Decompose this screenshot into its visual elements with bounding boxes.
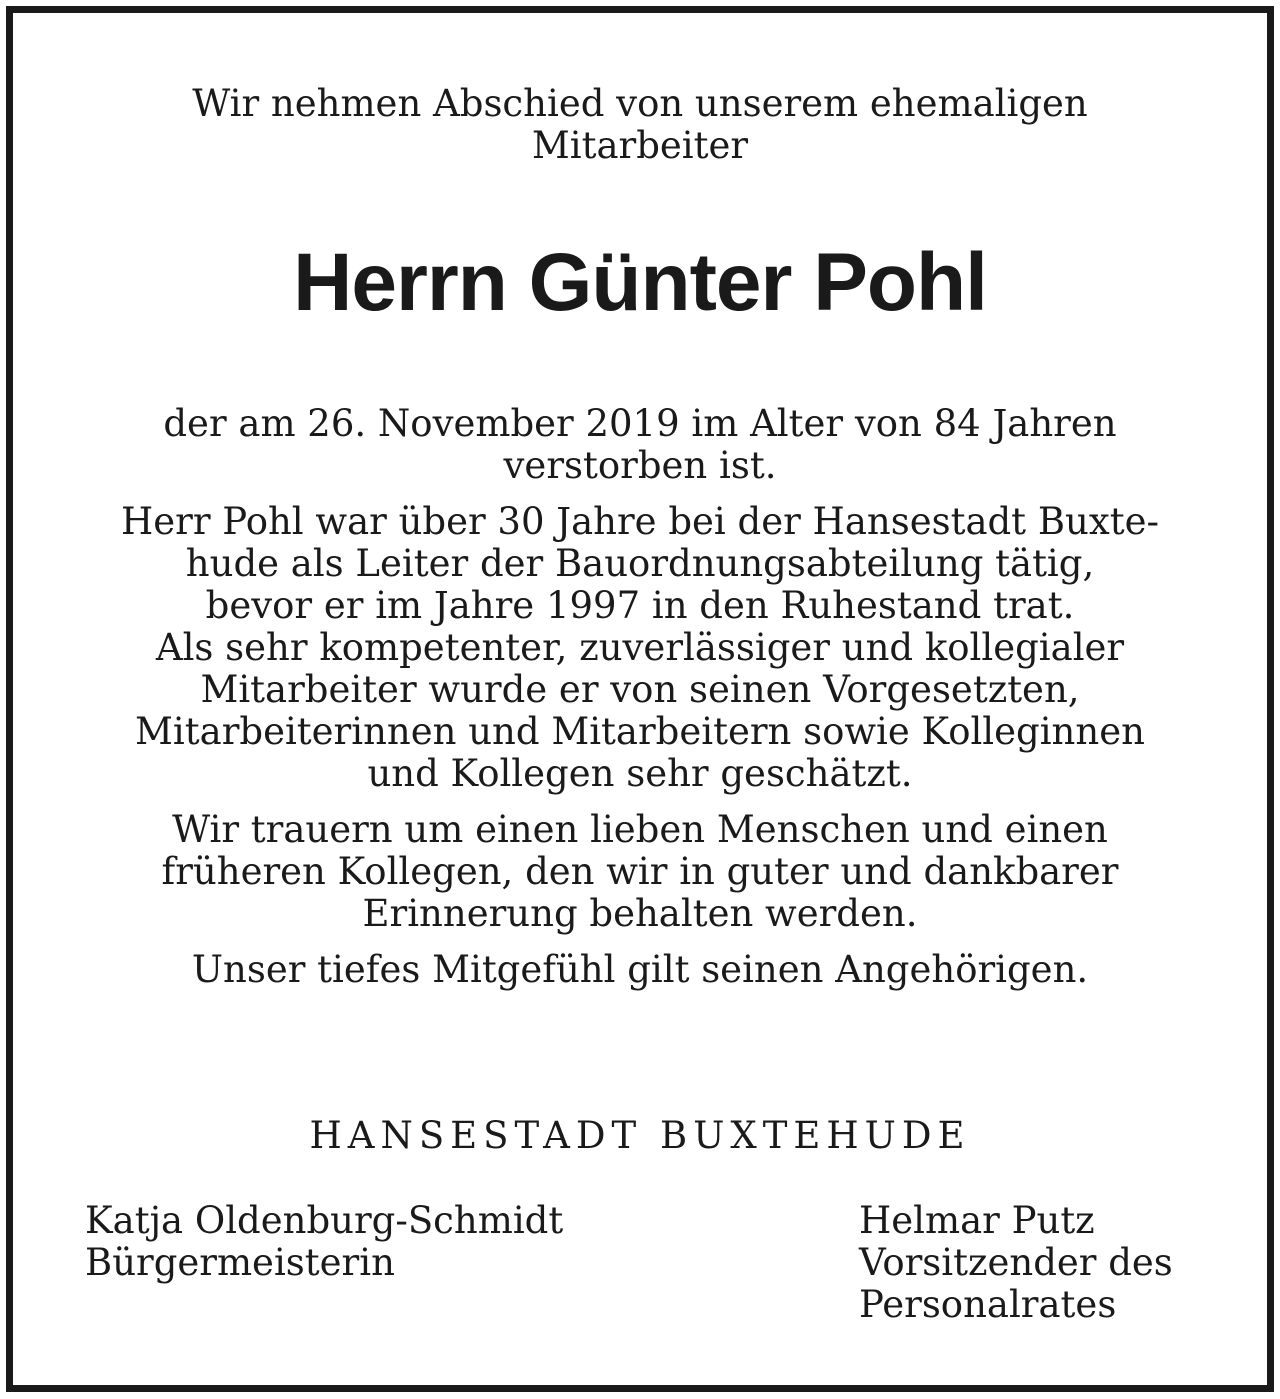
signatory-name: Katja Oldenburg-Schmidt xyxy=(85,1199,564,1242)
intro-line: Wir nehmen Abschied von unserem ehemaligen xyxy=(192,82,1088,125)
signatory-title: Bürgermeisterin xyxy=(85,1241,395,1284)
paragraph-mourning xyxy=(13,809,1267,935)
paragraph-condolence xyxy=(13,949,1267,991)
text-line: Erinnerung behalten werden. xyxy=(362,892,918,935)
text-line: hude als Leiter der Bauordnungsabteilung tätig, xyxy=(185,542,1095,585)
paragraph-career xyxy=(13,501,1267,795)
signatory-right xyxy=(859,1200,1173,1326)
organization-name: HANSESTADT BUXTEHUDE xyxy=(309,1114,971,1157)
signatory-title: Personalrates xyxy=(859,1283,1117,1326)
text-line: früheren Kollegen, den wir in guter und dankbarer xyxy=(161,850,1119,893)
text-line: Mitarbeiter wurde er von seinen Vorgesetzten, xyxy=(200,668,1080,711)
text-line: Als sehr kompetenter, zuverlässiger und kollegialer xyxy=(155,626,1125,669)
text-line: und Kollegen sehr geschätzt. xyxy=(367,752,913,795)
text-line: Herr Pohl war über 30 Jahre bei der Hansestadt Buxte- xyxy=(121,500,1159,543)
signatory-name: Helmar Putz xyxy=(859,1199,1095,1242)
text-line: Unser tiefes Mitgefühl gilt seinen Angehörigen. xyxy=(191,948,1089,991)
notice-body xyxy=(13,403,1267,1005)
signatory-left xyxy=(85,1200,563,1284)
text-line: bevor er im Jahre 1997 in den Ruhestand trat. xyxy=(205,584,1075,627)
text-line: verstorben ist. xyxy=(503,444,777,487)
text-line: der am 26. November 2019 im Alter von 84 Jahren xyxy=(163,402,1117,445)
obituary-notice xyxy=(6,6,1274,1392)
intro-text xyxy=(13,83,1267,167)
text-line: Mitarbeiterinnen und Mitarbeitern sowie Kolleginnen xyxy=(135,710,1145,753)
deceased-name: Herrn Günter Pohl xyxy=(293,237,987,328)
text-line: Wir trauern um einen lieben Menschen und einen xyxy=(172,808,1108,851)
signatory-title: Vorsitzender des xyxy=(859,1241,1173,1284)
intro-line: Mitarbeiter xyxy=(531,124,749,167)
paragraph-death-date xyxy=(13,403,1267,487)
